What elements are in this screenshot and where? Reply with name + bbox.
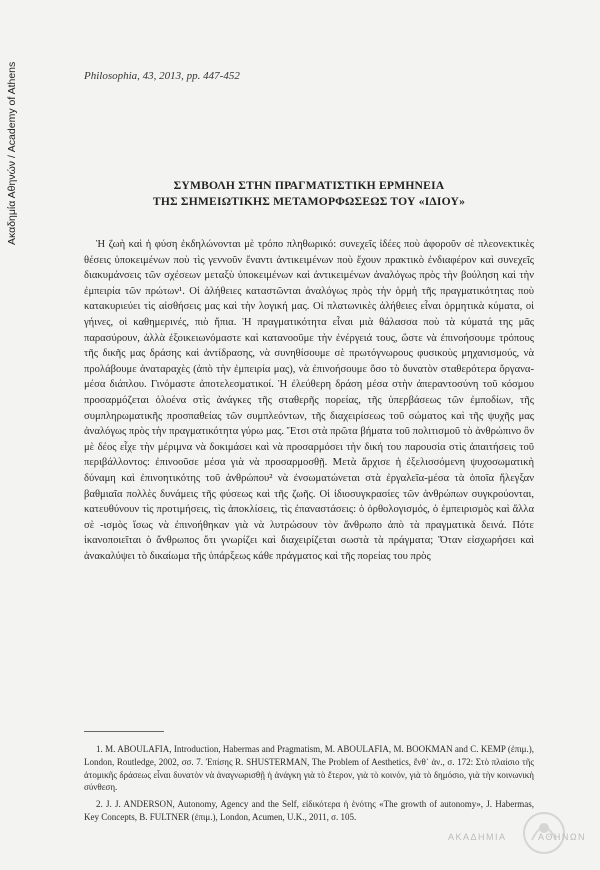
- footnote-2: 2. J. J. ANDERSON, Autonomy, Agency and the Self, εἰδικότερα ἡ ἑνότης «The growth of autonomy», J. Habermas, Key Concepts, B. FULTNER (ἐπιμ.), London, Acumen, U.K., 2011, σ. 105.: [84, 799, 534, 822]
- article-title: [84, 178, 534, 210]
- side-watermark: Ακαδημία Αθηνών / Academy of Athens: [6, 61, 18, 245]
- title-line-1: ΣΥΜΒΟΛΗ ΣΤΗΝ ΠΡΑΓΜΑΤΙΣΤΙΚΗ ΕΡΜΗΝΕΙΑ: [173, 179, 445, 192]
- footnote-divider: [84, 731, 164, 732]
- title-line-2: ΤΗΣ ΣΗΜΕΙΩΤΙΚΗΣ ΜΕΤΑΜΟΡΦΩΣΕΩΣ ΤΟΥ «ΙΔΙΟΥ»: [152, 195, 466, 208]
- body-paragraph: Ἡ ζωὴ καὶ ἡ φύση ἐκδηλώνονται μὲ τρόπο πληθωρικό: συνεχεῖς ἰδέες ποὺ ἀφοροῦν σὲ πλεονεκτικὲς θέσεις ὑποκειμένων ποὺ τὶς γεννοῦν ἔναντι ἀντικειμένων ποὺ ἔχουν πρακτικὸ ἐνδιαφέρον καὶ συνεχεῖς διακυμάνσεις τῶν σχέσεων μεταξὺ ὑποκειμένων καὶ ἀντικειμένων ἀναλόγως πρὸς τὴν βούληση καὶ τὴν ἐμπειρία τῶν πρώτων¹. Οἱ ἀλήθειες καταστῶνται ἀναλόγως πρὸς τὴν ὁρμὴ τῆς πραγματικότητας ποὺ κατακυριεύει τὶς αἰσθήσεις μας καὶ τὴν λογική μας. Οἱ πλατωνικὲς ἀλήθειες εἶναι ὁρμητικὰ κύματα, οἱ γήινες, οἱ καθημερινές, πιὸ ἤπια. Ἡ πραγματικότητα εἶναι μιὰ θάλασσα ποὺ τὰ κύματά της μᾶς παρασύρουν, ἀλλὰ ἐξοικειωνόμαστε καὶ κατανοοῦμε τὴν ἐνέργειά τους, ὥστε νὰ ἐπινοήσουμε τρόπους τῆς δικῆς μας δράσης καὶ ἀντίδρασης, νὰ συνηθίσουμε σὲ πρωτόγνωρους φυσικοὺς μηχανισμούς, νὰ προλάβουμε ἀναταραχὲς (ἀπὸ τὴν ἐμπειρία μας), νὰ ἐπινοήσουμε ὅσο τὸ δυνατὸν σταθερότερα ὄργανα-μέσα διάπλου. Γινόμαστε ἀποτελεσματικοί. Ἡ ἐλεύθερη δράση μέσα στὴν ἀπεραντοσύνη τοῦ κόσμου προσαρμόζεται ὁλοένα στὶς ἀνάγκες τῆς σταθερῆς πορείας, τῆς ὑπερβάσεως τῶν ἐμποδίων, τῆς συμπληρωματικῆς προσπαθείας τῶν συμπλεόντων, τῆς διαχειρίσεως τοῦ σώματος καὶ τῆς ψυχῆς μας ἀναλόγως πρὸς τὴν πραγματικότητα γύρω μας. Ἔτσι στὰ πρῶτα βήματα τοῦ πολιτισμοῦ τὸ ἀνθρώπινο ὂν μὲ δέος εἶχε τὴν μέριμνα νὰ δοκιμάσει καὶ νὰ προσαρμόσει τὴν δική του παρουσία στὶς ἀπαιτήσεις τοῦ περιβάλλοντος: ἐπινοοῦσε μέσα γιὰ νὰ προσαρμοσθῇ. Μετὰ ἄρχισε ἡ ἐξελισσόμενη ψυχοσωματικὴ δύναμη καὶ ἐπινοητικότης τοῦ ἀνθρώπου² νὰ ἐνσωματώνεται στὰ ἐργαλεῖα-μέσα τὰ ὁποῖα ἤλεγξαν βαθμιαῖα πολλὲς δυνάμεις τῆς φύσεως καὶ τῆς ζωῆς. Οἱ ἰδιοσυγκρασίες τῶν ἀνθρώπων συγκρούονται, κατευθύνουν τὶς προτιμήσεις, τὶς ἀποκλίσεις, τὶς ἐπαναστάσεις: ὁ ὀρθολογισμός, ὁ ἐμπειρισμὸς καὶ ἄλλα σὲ -ισμὸς ἴσως νὰ ἐπινοήθηκαν γιὰ νὰ λυτρώσουν τὸν ἄνθρωπο ἀπὸ τὰ πραγματικὰ δεινά. Πότε ἱκανοποιεῖται ὁ ἄνθρωπος ὅτι γνωρίζει καὶ διαχειρίζεται σωστὰ τὰ πράγματα; Ὅταν εἰσχωρήσει καὶ ἀνακαλύψει τὸ δικαίωμα τῆς ὑπάρξεως κάθε πράγματος καὶ τῆς πορείας του πρὸς: [84, 239, 534, 562]
- journal-citation: Philosophia, 43, 2013, pp. 447-452: [84, 70, 240, 82]
- footnotes: [84, 743, 534, 828]
- logo-text-right: ΑΘΗΝΩΝ: [538, 832, 587, 842]
- logo-text-left: ΑΚΑΔΗΜΙΑ: [448, 832, 507, 842]
- footnote-1: 1. M. ABOULAFIA, Introduction, Habermas and Pragmatism, M. ABOULAFIA, M. BOOKMAN and C. KEMP (ἐπιμ.), London, Routledge, 2002, σσ. 7. Ἐπίσης R. SHUSTERMAN, The Problem of Aesthetics, ἔνθ᾽ ἀν., σ. 172: Στὸ πλαίσιο τῆς ἀτομικῆς δράσεως εἶναι δυνατὸν νὰ ἀναγνωρισθῇ ἡ ἀνάγκη γιὰ τὸ ἕτερον, γιὰ τὸ κοινόν, γιὰ τὸ δημόσιο, γιὰ τὴν κοινωνικὴ σύνθεση.: [84, 744, 534, 793]
